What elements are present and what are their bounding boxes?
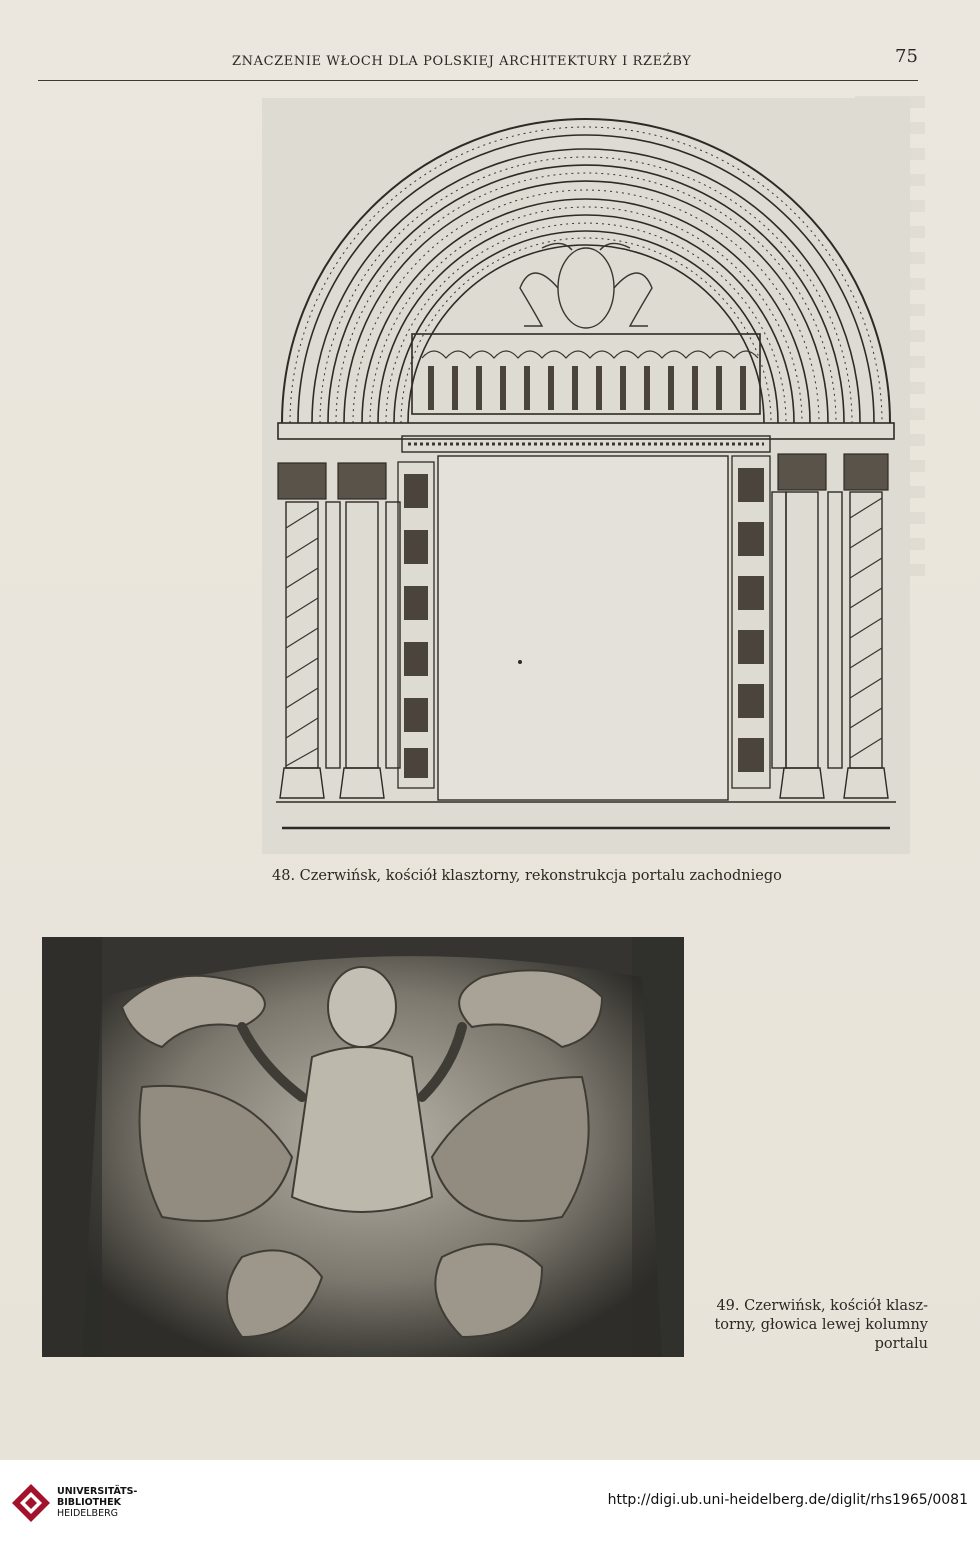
portal-drawing-icon xyxy=(262,98,910,854)
figure-49-caption-line: 49. Czerwińsk, kościół klasz- xyxy=(716,1298,928,1314)
figure-49-caption-line: portalu xyxy=(874,1336,928,1352)
figure-48-caption: 48. Czerwińsk, kościół klasztorny, rekonstrukcja portalu zachodniego xyxy=(272,868,782,884)
figure-49-caption xyxy=(700,1297,928,1354)
source-url[interactable]: http://digi.ub.uni-heidelberg.de/diglit/rhs1965/0081 xyxy=(607,1492,968,1508)
header-rule xyxy=(38,80,918,81)
capital-photo-figure xyxy=(42,937,684,1357)
running-head: ZNACZENIE WŁOCH DLA POLSKIEJ ARCHITEKTURY I RZEŹBY xyxy=(232,54,692,69)
capital-photo-icon xyxy=(42,937,684,1357)
logo-line: HEIDELBERG xyxy=(57,1508,119,1519)
page-number: 75 xyxy=(895,46,918,67)
logo-line: BIBLIOTHEK xyxy=(57,1497,121,1508)
library-logo-text xyxy=(57,1486,137,1519)
portal-drawing-figure xyxy=(262,98,910,854)
library-logo-icon xyxy=(10,1482,52,1524)
logo-line: UNIVERSITÄTS- xyxy=(57,1486,138,1497)
digitization-footer xyxy=(0,1460,980,1541)
figure-49-caption-line: torny, głowica lewej kolumny xyxy=(714,1317,928,1333)
